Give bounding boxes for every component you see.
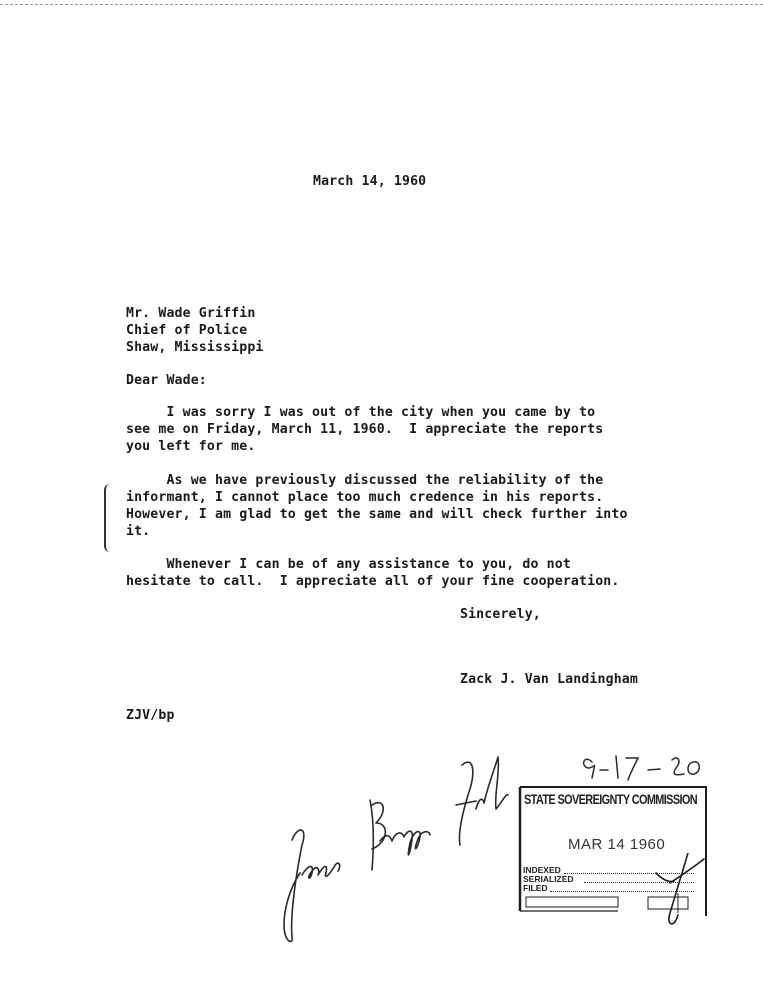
handwritten-note xyxy=(262,745,522,945)
closing: Sincerely, xyxy=(460,607,541,622)
initial-check-mark xyxy=(648,853,708,933)
received-stamp xyxy=(518,783,708,918)
paragraph-2-line-4: it. xyxy=(126,524,151,539)
salutation: Dear Wade: xyxy=(126,373,207,388)
recipient-address xyxy=(126,305,264,356)
signature-name: Zack J. Van Landingham xyxy=(460,672,638,687)
typist-initials: ZJV/bp xyxy=(126,708,175,723)
paragraph-1-line-2: see me on Friday, March 11, 1960. I appreciate the reports xyxy=(126,422,604,437)
paragraph-2-line-3: However, I am glad to get the same and will check further into xyxy=(126,507,628,522)
paragraph-2 xyxy=(126,472,628,540)
recipient-line-place: Shaw, Mississippi xyxy=(126,340,264,355)
letter-date: March 14, 1960 xyxy=(313,174,427,189)
stamp-title: STATE SOVEREIGNTY COMMISSION xyxy=(524,791,698,807)
paragraph-2-line-2: informant, I cannot place too much credence in his reports. xyxy=(126,490,604,505)
stamp-field-filed: FILED xyxy=(523,883,548,893)
margin-bracket-mark xyxy=(104,484,114,552)
paragraph-1 xyxy=(126,404,603,455)
paragraph-1-line-3: you left for me. xyxy=(126,439,256,454)
paragraph-3-line-1: Whenever I can be of any assistance to you, do not xyxy=(126,557,571,572)
stamp-field-indexed: INDEXED xyxy=(523,865,561,875)
stamp-field-serialized: SERIALIZED xyxy=(523,874,574,884)
recipient-line-title: Chief of Police xyxy=(126,323,248,338)
recipient-line-name: Mr. Wade Griffin xyxy=(126,306,256,321)
stamp-date: MAR 14 1960 xyxy=(568,836,666,853)
paragraph-3 xyxy=(126,556,619,590)
paragraph-1-line-1: I was sorry I was out of the city when you came by to xyxy=(126,405,596,420)
paragraph-3-line-2: hesitate to call. I appreciate all of your fine cooperation. xyxy=(126,574,620,589)
paragraph-2-line-1: As we have previously discussed the reliability of the xyxy=(126,473,604,488)
handwritten-date xyxy=(578,748,708,788)
page-top-edge xyxy=(0,4,763,5)
